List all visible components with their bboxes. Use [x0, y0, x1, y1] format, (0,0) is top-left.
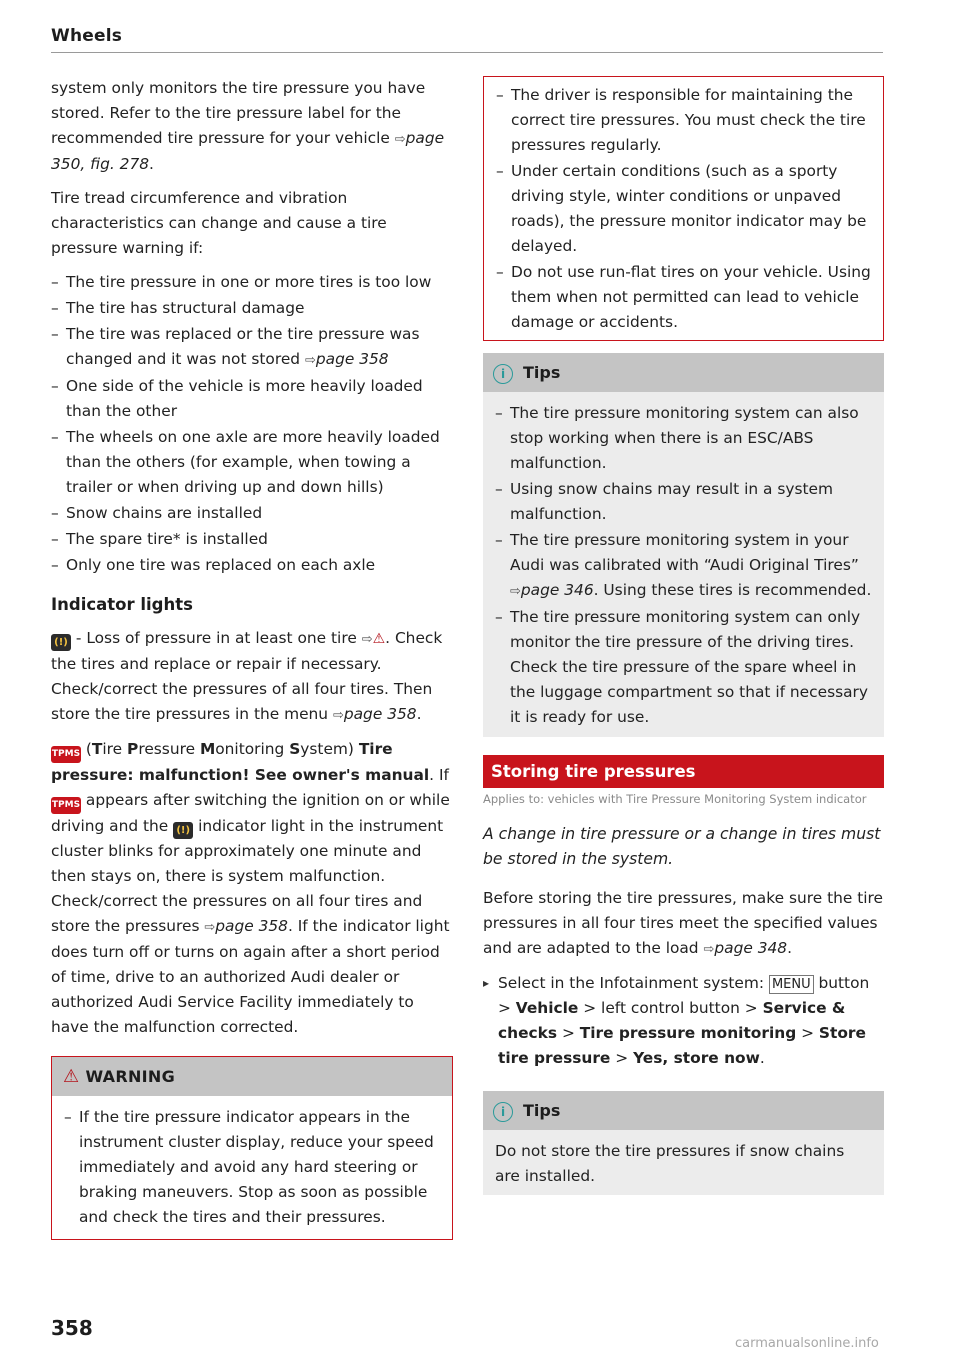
watermark: carmanualsonline.info: [735, 1336, 879, 1351]
storing-lead: A change in tire pressure or a change in tires must be stored in the system.: [483, 825, 881, 868]
list-item: – Snow chains are installed: [51, 501, 453, 526]
warning-causes-list: [51, 270, 453, 578]
tips-box: [483, 353, 884, 737]
ref-arrow-icon: ⇨: [361, 632, 373, 647]
page-link[interactable]: page 358: [343, 705, 417, 723]
page-link[interactable]: page 358: [215, 917, 288, 935]
indicator-tpms-paragraph: TPMS (Tire Pressure Monitoring System) Tire pressure: malfunction! See owner's manual. If TPMS appears after switching the ignition on or while driving and the (!) indicator light in the instrument cluster blinks for approximately one minute and then stays on, there is system malfunction. Check/correct the pressures on all four tires and store the pressures ⇨page 358. If the indicator light does turn off or turns on again after a short period of time, drive to an authorized Audi dealer or authorized Audi Service Facility immediately to have the malfunction corrected.: [51, 740, 450, 1036]
page-link[interactable]: page 358: [315, 350, 389, 368]
info-icon: i: [493, 1102, 513, 1122]
ref-arrow-icon: ⇨: [394, 132, 406, 147]
tpms-malfunction-message: Tire pressure: malfunction! See owner's manual: [51, 740, 430, 784]
warning-triangle-icon: ⚠: [372, 631, 386, 647]
page-link[interactable]: page 350, fig. 278: [51, 129, 445, 173]
header-rule: [51, 52, 883, 53]
menu-button-label: MENU: [769, 975, 814, 994]
tpms-icon: TPMS: [51, 797, 81, 814]
list-item: – The tire pressure monitoring system can only monitor the tire pressure of the driving tires. Check the tire pressure of the spare wheel in the luggage compartment so that if necessary it is ready for use.: [495, 605, 872, 730]
ref-arrow-icon: ⇨: [204, 920, 216, 935]
store-step: ▸ Select in the Infotainment system: MENU button > Vehicle > left control button > Service & checks > Tire pressure monitoring > Store tire pressure > Yes, store now.: [483, 971, 884, 1071]
circumference-paragraph: Tire tread circumference and vibration characteristics can change and cause a tire pressure warning if:: [51, 189, 387, 257]
tire-pressure-warning-icon: (!): [51, 634, 71, 651]
tire-pressure-warning-icon: (!): [173, 822, 193, 839]
page-number: 358: [51, 1316, 93, 1340]
list-item: – Only one tire was replaced on each axle: [51, 553, 453, 578]
warning-box-continued: [483, 76, 884, 341]
list-item: – The tire pressure monitoring system in your Audi was calibrated with “Audi Original Tires” ⇨page 346. Using these tires is recommended.: [495, 528, 872, 604]
list-item: – Under certain conditions (such as a sporty driving style, winter conditions or unpaved roads), the pressure monitor indicator may be delayed.: [496, 159, 871, 259]
list-item: – The driver is responsible for maintaining the correct tire pressures. You must check the tire pressures regularly.: [496, 83, 871, 158]
section-title: Wheels: [51, 26, 123, 46]
page-link[interactable]: page 348: [714, 939, 788, 957]
warning-triangle-icon: ⚠: [63, 1066, 80, 1087]
warning-box: [51, 1056, 453, 1240]
list-item: – The tire pressure monitoring system can also stop working when there is an ESC/ABS malfunction.: [495, 401, 872, 476]
ref-arrow-icon: ⇨: [304, 353, 316, 368]
tips-body: Do not store the tire pressures if snow chains are installed.: [495, 1142, 845, 1185]
warning-body: [52, 1096, 452, 1239]
list-item: – Do not use run-flat tires on your vehicle. Using them when not permitted can lead to vehicle damage or accidents.: [496, 260, 871, 335]
right-column: [483, 76, 884, 1195]
left-column: [51, 76, 453, 1240]
tips-box: [483, 1091, 884, 1195]
list-item: – If the tire pressure indicator appears in the instrument cluster display, reduce your speed immediately and avoid any hard steering or braking maneuvers. Stop as soon as possible and check the tires and their pressures.: [64, 1105, 440, 1230]
intro-paragraph: system only monitors the tire pressure you have stored. Refer to the tire pressure label for the recommended tire pressure for your vehicle ⇨page 350, fig. 278.: [51, 79, 445, 173]
warning-heading: ⚠ WARNING: [52, 1057, 452, 1096]
tips-heading: i Tips: [483, 353, 884, 392]
list-item: – The wheels on one axle are more heavily loaded than the others (for example, when towing a trailer or when driving up and down hills): [51, 425, 453, 500]
storing-heading: Storing tire pressures: [483, 755, 884, 788]
list-item: – The tire has structural damage: [51, 296, 453, 321]
indicator-lights-heading: Indicator lights: [51, 595, 193, 614]
page-link[interactable]: page 346: [520, 581, 594, 599]
list-item: – Using snow chains may result in a system malfunction.: [495, 477, 872, 527]
indicator-loss-paragraph: (!) - Loss of pressure in at least one tire ⇨⚠. Check the tires and replace or repair if necessary. Check/correct the pressures of all four tires. Then store the tire pressures in the menu ⇨page 358.: [51, 629, 443, 723]
ref-arrow-icon: ⇨: [332, 708, 344, 723]
before-storing-paragraph: Before storing the tire pressures, make sure the tire pressures in all four tires meet the specified values and are adapted to the load ⇨page 348.: [483, 889, 883, 957]
list-item: – The tire pressure in one or more tires is too low: [51, 270, 453, 295]
list-item: – One side of the vehicle is more heavily loaded than the other: [51, 374, 453, 424]
list-item: – The tire was replaced or the tire pressure was changed and it was not stored ⇨page 358: [51, 322, 453, 373]
ref-arrow-icon: ⇨: [703, 942, 715, 957]
tips-heading: i Tips: [483, 1091, 884, 1130]
tpms-icon: TPMS: [51, 746, 81, 763]
info-icon: i: [493, 364, 513, 384]
ref-arrow-icon: ⇨: [510, 584, 521, 599]
applies-to: Applies to: vehicles with Tire Pressure Monitoring System indicator: [483, 792, 867, 806]
tips-body: [483, 392, 884, 737]
list-item: – The spare tire* is installed: [51, 527, 453, 552]
